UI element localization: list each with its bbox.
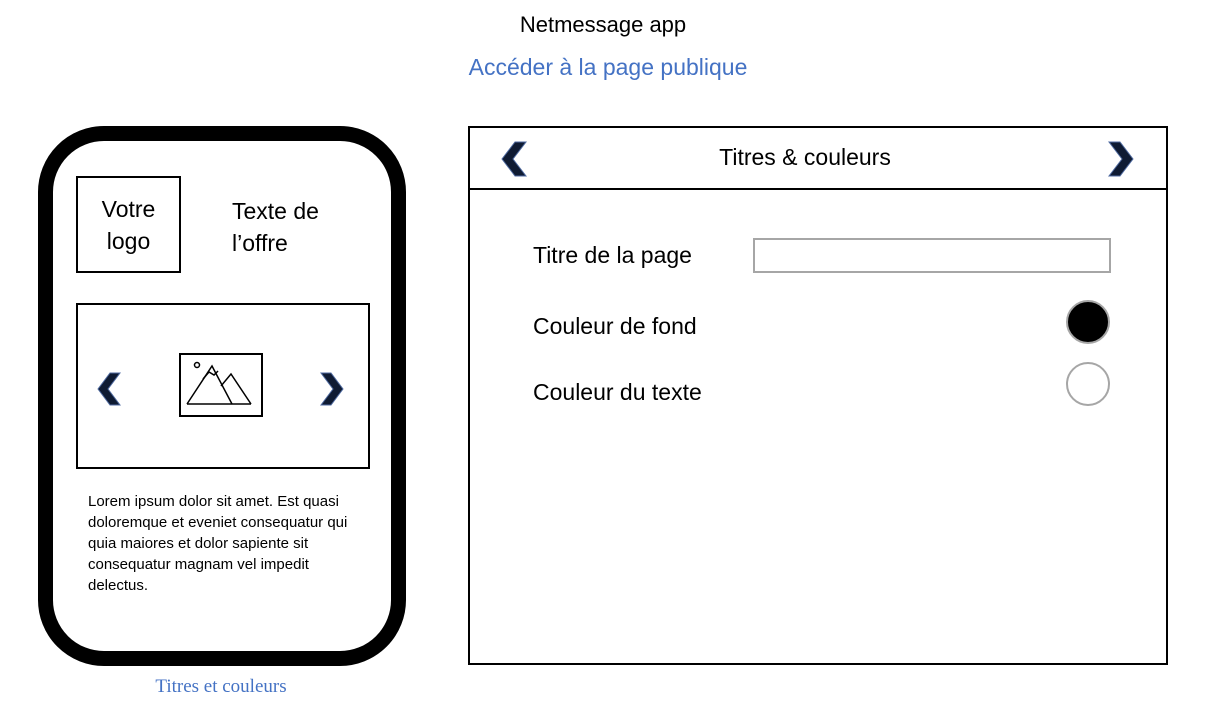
chevron-right-icon[interactable] (319, 372, 345, 411)
chevron-right-icon[interactable] (1107, 141, 1135, 182)
logo-placeholder: Votre logo (76, 176, 181, 273)
image-placeholder-icon (179, 353, 263, 417)
page-title-input[interactable] (753, 238, 1111, 273)
image-carousel (76, 303, 370, 469)
app-title: Netmessage app (519, 12, 687, 37)
phone-preview (38, 126, 406, 666)
settings-panel (468, 126, 1168, 665)
text-color-swatch[interactable] (1066, 362, 1110, 406)
background-color-swatch[interactable] (1066, 300, 1110, 344)
offer-description: Lorem ipsum dolor sit amet. Est quasi doloremque et eveniet consequatur qui quia maiores et dolor sapiente sit consequatur magnam vel impedit delectus. (88, 493, 348, 594)
chevron-left-icon[interactable] (96, 372, 122, 411)
background-color-label: Couleur de fond (533, 313, 697, 339)
offer-text: Texte de l’offre (232, 198, 319, 256)
page-title-label: Titre de la page (533, 242, 692, 268)
panel-header (470, 128, 1166, 190)
preview-caption: Titres et couleurs (155, 676, 287, 697)
public-page-link[interactable]: Accéder à la page publique (468, 54, 748, 80)
text-color-label: Couleur du texte (533, 379, 702, 405)
panel-title: Titres & couleurs (719, 144, 891, 170)
